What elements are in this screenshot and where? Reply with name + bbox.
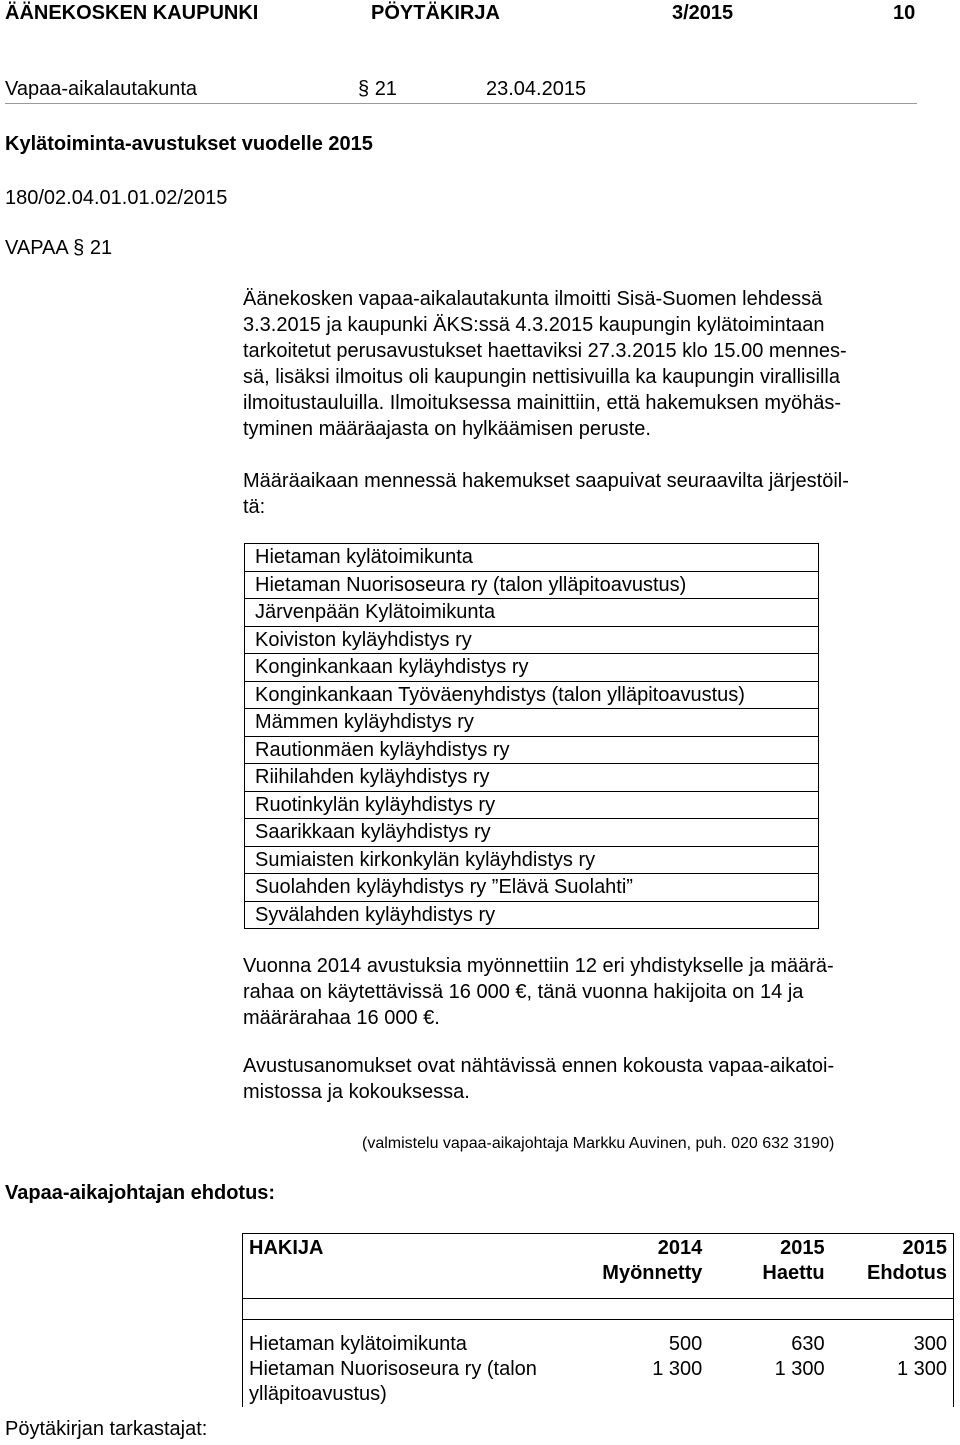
intro-line: Äänekosken vapaa-aikalautakunta ilmoitti Sisä-Suomen lehdessä bbox=[243, 288, 823, 310]
column-header-granted-2014 bbox=[586, 1234, 708, 1299]
applicant-item: Hietaman Nuorisoseura ry (talon ylläpitoavustus) bbox=[245, 572, 819, 600]
granted-2014-cell: 1 300 bbox=[652, 1358, 703, 1380]
spacer-cell bbox=[243, 1299, 586, 1320]
inspectors-label: Pöytäkirjan tarkastajat: bbox=[5, 1418, 208, 1440]
applicant-item: Saarikkaan kyläyhdistys ry bbox=[245, 819, 819, 847]
spacer-cell bbox=[831, 1299, 954, 1320]
applicant-item: Järvenpään Kylätoimikunta bbox=[245, 599, 819, 627]
availability-line: Avustusanomukset ovat nähtävissä ennen kokousta vapaa-aikatoi- bbox=[243, 1055, 835, 1077]
grant-table-spacer bbox=[243, 1299, 954, 1320]
column-header-text: Ehdotus bbox=[867, 1262, 947, 1284]
spacer-cell bbox=[586, 1299, 708, 1320]
grant-table-header bbox=[243, 1234, 954, 1299]
applicant-item: Koiviston kyläyhdistys ry bbox=[245, 627, 819, 655]
applicant-item: Konginkankaan kyläyhdistys ry bbox=[245, 654, 819, 682]
applicant-name-cell: Hietaman kylätoimikunta bbox=[243, 1320, 586, 1358]
proposal-label: Vapaa-aikajohtajan ehdotus: bbox=[5, 1182, 276, 1204]
applicant-item: Syvälahden kyläyhdistys ry bbox=[245, 902, 819, 930]
header-divider bbox=[5, 103, 917, 104]
applicant-item: Riihilahden kyläyhdistys ry bbox=[245, 764, 819, 792]
column-header-year: 2014 bbox=[657, 1237, 703, 1259]
page-number: 10 bbox=[893, 2, 916, 24]
applicant-item: Sumiaisten kirkonkylän kyläyhdistys ry bbox=[245, 847, 819, 875]
column-header-text: Haettu bbox=[762, 1262, 825, 1284]
deadline-line: Määräaikaan mennessä hakemukset saapuivat seuraavilta järjestöil- bbox=[243, 470, 849, 492]
matter-reference: VAPAA § 21 bbox=[5, 237, 113, 259]
section-symbol: § bbox=[358, 78, 370, 100]
section-number: 21 bbox=[374, 78, 397, 100]
proposal-2015-cell: 1 300 bbox=[831, 1357, 954, 1407]
grant-table bbox=[242, 1233, 954, 1407]
board-name: Vapaa-aikalautakunta bbox=[5, 78, 197, 100]
preparer-note: (valmistelu vapaa-aikajohtaja Markku Auvinen, puh. 020 632 3190) bbox=[362, 1135, 835, 1152]
table-row bbox=[243, 1320, 954, 1358]
table-row bbox=[243, 1357, 954, 1407]
matter-title: Kylätoiminta-avustukset vuodelle 2015 bbox=[5, 133, 373, 155]
applied-2015-cell: 1 300 bbox=[774, 1358, 825, 1380]
deadline-line: tä: bbox=[243, 496, 266, 518]
section-reference bbox=[358, 78, 397, 101]
column-header-applicant bbox=[243, 1234, 586, 1299]
column-header-year: 2015 bbox=[902, 1237, 947, 1259]
availability-paragraph bbox=[243, 1053, 933, 1105]
applicant-item: Rautionmäen kyläyhdistys ry bbox=[245, 737, 819, 765]
meeting-date: 23.04.2015 bbox=[486, 78, 587, 100]
intro-paragraph bbox=[243, 286, 933, 442]
intro-line: 3.3.2015 ja kaupunki ÄKS:ssä 4.3.2015 kaupungin kylätoimintaan bbox=[243, 314, 825, 336]
funding-paragraph bbox=[243, 953, 933, 1031]
intro-line: ilmoitustauluilla. Ilmoituksessa mainittiin, että hakemuksen myöhäs- bbox=[243, 392, 842, 414]
applicant-item: Konginkankaan Työväenyhdistys (talon ylläpitoavustus) bbox=[245, 682, 819, 710]
column-header-text: HAKIJA bbox=[249, 1237, 324, 1259]
applicant-item: Ruotinkylän kyläyhdistys ry bbox=[245, 792, 819, 820]
applicant-item: Suolahden kyläyhdistys ry ”Elävä Suolahti” bbox=[245, 874, 819, 902]
applicant-item: Hietaman kylätoimikunta bbox=[245, 544, 819, 572]
spacer-cell bbox=[708, 1299, 830, 1320]
intro-line: sä, lisäksi ilmoitus oli kaupungin nettisivuilla ka kaupungin virallisilla bbox=[243, 366, 840, 388]
column-header-proposal-2015 bbox=[831, 1234, 954, 1299]
document-number: 3/2015 bbox=[672, 2, 734, 24]
funding-line: rahaa on käytettävissä 16 000 €, tänä vuonna hakijoita on 14 ja bbox=[243, 981, 804, 1003]
diary-number: 180/02.04.01.01.02/2015 bbox=[5, 187, 228, 209]
applicant-list bbox=[244, 543, 819, 929]
proposal-2015-cell: 300 bbox=[831, 1320, 954, 1358]
applied-2015-cell: 630 bbox=[791, 1333, 825, 1355]
intro-line: tyminen määräajasta on hylkäämisen peruste. bbox=[243, 418, 651, 440]
intro-line: tarkoitetut perusavustukset haettaviksi 27.3.2015 klo 15.00 mennes- bbox=[243, 340, 847, 362]
city-name: ÄÄNEKOSKEN KAUPUNKI bbox=[5, 2, 259, 24]
deadline-paragraph bbox=[243, 468, 933, 520]
column-header-year: 2015 bbox=[780, 1237, 825, 1259]
column-header-applied-2015 bbox=[708, 1234, 830, 1299]
funding-line: Vuonna 2014 avustuksia myönnettiin 12 eri yhdistykselle ja määrä- bbox=[243, 955, 834, 977]
funding-line: määrärahaa 16 000 €. bbox=[243, 1007, 440, 1029]
availability-line: mistossa ja kokouksessa. bbox=[243, 1081, 470, 1103]
applicant-item: Mämmen kyläyhdistys ry bbox=[245, 709, 819, 737]
granted-2014-cell: 500 bbox=[668, 1333, 703, 1355]
document-type: PÖYTÄKIRJA bbox=[371, 2, 500, 24]
applicant-name-cell: Hietaman Nuorisoseura ry (talon ylläpitoavustus) bbox=[243, 1357, 586, 1407]
column-header-text: Myönnetty bbox=[602, 1262, 703, 1284]
